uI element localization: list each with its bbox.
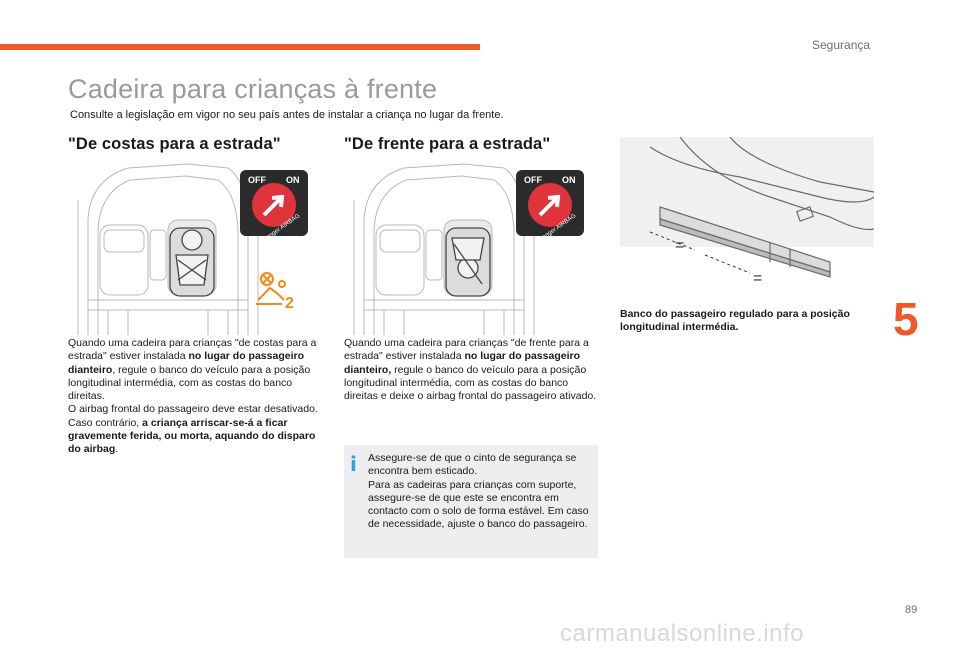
page-subtitle: Consulte a legislação em vigor no seu país antes de instalar a criança no lugar da frente.: [70, 109, 504, 121]
svg-text:ON: ON: [562, 175, 576, 185]
section-label: Segurança: [812, 38, 871, 52]
info-icon: i: [350, 452, 357, 476]
forward-facing-text: [344, 337, 598, 403]
forward-facing-heading: "De frente para a estrada": [344, 135, 551, 153]
rear-facing-p2-bold: a criança arriscar-se-á a ficar gravemente ferida, ou morta, aquando do disparo do airbag: [68, 416, 316, 456]
svg-text:OFF: OFF: [248, 175, 266, 185]
rear-facing-text: [68, 337, 324, 457]
rear-facing-p1-bold: no lugar do passageiro dianteiro: [68, 350, 304, 376]
airbag-switch-off-icon: [240, 170, 308, 236]
svg-text:=: =: [675, 237, 685, 254]
watermark: carmanualsonline.info: [560, 620, 804, 647]
rear-facing-p1-end: , regule o banco do veículo para a posição longitudinal intermédia, com as costas do banco direitas.: [68, 363, 311, 403]
page-title: Cadeira para crianças à frente: [68, 74, 438, 104]
svg-text:=: =: [753, 270, 763, 287]
forward-facing-p1: Quando uma cadeira para crianças "de frente para a estrada" estiver instalada: [344, 337, 589, 363]
info-text: Assegure-se de que o cinto de segurança se encontra bem esticado. Para as cadeiras para crianças com suporte, assegure-se de que este se encontra em contacto com o solo de forma estável. Em caso de necessidade, ajuste o banco do passageiro.: [368, 452, 589, 531]
accent-bar: [0, 44, 480, 50]
chapter-number: 5: [893, 293, 919, 345]
forward-facing-p1-end: regule o banco do veículo para a posição longitudinal intermédia, com as costas do banco direitas e deixe o airbag frontal do passageiro ativado.: [344, 363, 597, 403]
rear-facing-p1: Quando uma cadeira para crianças "de costas para a estrada" estiver instalada: [68, 337, 317, 363]
svg-text:Passenger AIRBAG: AIRBAG: [555, 213, 578, 232]
seat-caption: Banco do passageiro regulado para a posição longitudinal intermédia.: [620, 308, 850, 333]
seat-rail-illustration: [620, 137, 874, 299]
rear-facing-p2-end: .: [115, 443, 119, 456]
svg-text:2: 2: [285, 295, 294, 310]
rear-facing-heading: "De costas para a estrada": [68, 135, 281, 153]
airbag-off-indicator-icon: [252, 270, 302, 310]
airbag-switch-on-icon: [516, 170, 584, 236]
svg-text:OFF: OFF: [524, 175, 542, 185]
page-number: 89: [905, 604, 918, 616]
svg-text:Passenger AIRBAG: AIRBAG: [279, 213, 302, 232]
forward-facing-p1-bold: no lugar do passageiro dianteiro,: [344, 350, 580, 376]
rear-facing-p2: O airbag frontal do passageiro deve estar desativado. Caso contrário,: [68, 403, 318, 429]
svg-text:ON: ON: [286, 175, 300, 185]
